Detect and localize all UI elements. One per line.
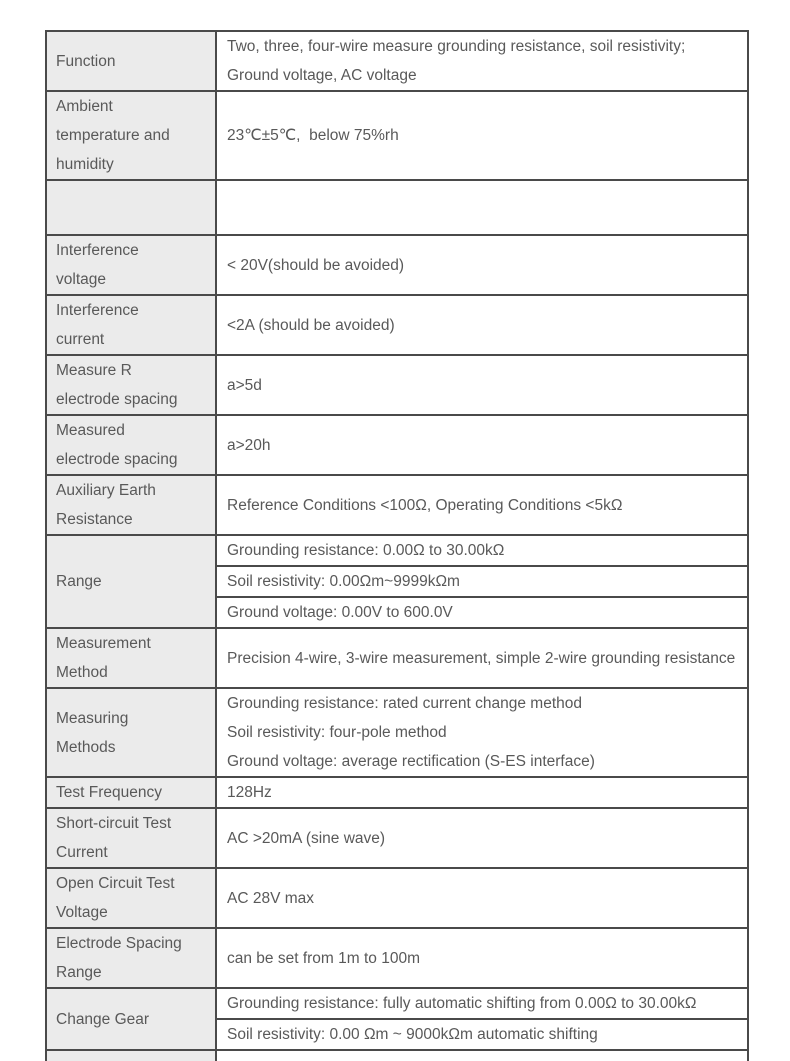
spec-value xyxy=(216,415,748,475)
spec-label-line: Current xyxy=(56,844,108,861)
spec-label-line: Ambient xyxy=(56,98,113,115)
spec-table xyxy=(45,30,749,1061)
spec-row xyxy=(46,688,748,777)
spec-value xyxy=(216,355,748,415)
spec-label xyxy=(46,475,216,535)
spec-row xyxy=(46,295,748,355)
spec-row xyxy=(46,1050,748,1061)
spec-label-line: Open Circuit Test xyxy=(56,875,175,892)
spec-value xyxy=(216,31,748,91)
spec-value xyxy=(216,566,748,597)
spec-label-line: Auxiliary Earth xyxy=(56,482,156,499)
spec-value xyxy=(216,235,748,295)
spec-label-line: Method xyxy=(56,664,108,681)
spec-row xyxy=(46,91,748,180)
spec-value-line: Ground voltage: 0.00V to 600.0V xyxy=(227,604,453,621)
spec-value xyxy=(216,597,748,628)
spec-row xyxy=(46,777,748,808)
spec-label-line: Interference xyxy=(56,302,139,319)
spec-label-line: Measuring xyxy=(56,709,129,727)
spec-value-line: Grounding resistance: 0.00Ω to 30.00kΩ xyxy=(227,542,505,559)
spec-row xyxy=(46,355,748,415)
spec-label-line: Measured xyxy=(56,422,125,439)
spec-row xyxy=(46,31,748,91)
spec-label-line: Resistance xyxy=(56,511,133,528)
spec-label xyxy=(46,355,216,415)
spec-label xyxy=(46,535,216,628)
spec-label-line: Methods xyxy=(56,738,116,756)
spec-value-line: 128Hz xyxy=(227,784,272,801)
spec-value xyxy=(216,777,748,808)
spec-value-line: can be set from 1m to 100m xyxy=(227,949,420,967)
spec-label xyxy=(46,180,216,235)
spec-label-line: voltage xyxy=(56,271,106,288)
spec-label xyxy=(46,91,216,180)
spec-label-line: Interference xyxy=(56,242,139,259)
spec-label xyxy=(46,235,216,295)
spec-value-line: Grounding resistance: rated current change method xyxy=(227,695,582,712)
spec-value-line: Grounding resistance: fully automatic shifting from 0.00Ω to 30.00kΩ xyxy=(227,995,697,1012)
spec-value xyxy=(216,688,748,777)
spec-label xyxy=(46,928,216,988)
spec-value-line: Soil resistivity: 0.00 Ωm ~ 9000kΩm automatic shifting xyxy=(227,1026,598,1043)
spec-value-line: Two, three, four-wire measure grounding resistance, soil resistivity; Ground voltage, AC voltage xyxy=(227,38,690,84)
spec-label xyxy=(46,808,216,868)
spec-value xyxy=(216,988,748,1019)
spec-label xyxy=(46,868,216,928)
spec-label-line: humidity xyxy=(56,156,114,173)
spec-value-line: <2A (should be avoided) xyxy=(227,316,395,334)
spec-label-line: current xyxy=(56,331,105,348)
spec-label-line: Electrode Spacing xyxy=(56,935,182,952)
spec-value xyxy=(216,928,748,988)
spec-value xyxy=(216,628,748,688)
spec-label xyxy=(46,777,216,808)
spec-value-line: AC >20mA (sine wave) xyxy=(227,829,386,847)
spec-value xyxy=(216,295,748,355)
spec-value xyxy=(216,475,748,535)
spec-label-line: Range xyxy=(56,573,102,590)
spec-value-line: AC 28V max xyxy=(227,889,315,907)
spec-value-line: < 20V(should be avoided) xyxy=(227,256,405,274)
spec-value xyxy=(216,1050,748,1061)
spec-value xyxy=(216,91,748,180)
spec-value-line: Soil resistivity: 0.00Ωm~9999kΩm xyxy=(227,573,460,590)
spec-value xyxy=(216,1019,748,1050)
spec-row xyxy=(46,868,748,928)
spec-value xyxy=(216,868,748,928)
spec-label-line: Voltage xyxy=(56,904,108,921)
spec-value-line: Ground voltage: average rectification (S-ES interface) xyxy=(227,753,595,770)
spec-value xyxy=(216,180,748,235)
spec-row xyxy=(46,988,748,1019)
spec-label xyxy=(46,31,216,91)
spec-value-line: Soil resistivity: four-pole method xyxy=(227,724,447,741)
spec-label-line: Short-circuit Test xyxy=(56,815,172,832)
spec-label xyxy=(46,295,216,355)
spec-row xyxy=(46,808,748,868)
spec-row xyxy=(46,180,748,235)
spec-value xyxy=(216,535,748,566)
spec-label-line: electrode spacing xyxy=(56,391,178,408)
spec-table-rows xyxy=(46,31,748,1061)
spec-row xyxy=(46,475,748,535)
spec-label-line: temperature and xyxy=(56,127,170,144)
spec-label xyxy=(46,415,216,475)
spec-value-line: 23℃±5℃, below 75%rh xyxy=(227,127,399,144)
spec-row xyxy=(46,235,748,295)
spec-label-line: Function xyxy=(56,52,116,70)
spec-label-line: electrode spacing xyxy=(56,451,178,468)
spec-label-line: Range xyxy=(56,964,102,981)
spec-label xyxy=(46,988,216,1050)
spec-row xyxy=(46,928,748,988)
spec-label xyxy=(46,1050,216,1061)
spec-value-line: Reference Conditions <100Ω, Operating Conditions <5kΩ xyxy=(227,496,623,514)
spec-row xyxy=(46,628,748,688)
spec-row xyxy=(46,415,748,475)
spec-label-line: Measure R xyxy=(56,362,132,379)
spec-value xyxy=(216,808,748,868)
spec-label xyxy=(46,628,216,688)
spec-label-line: Change Gear xyxy=(56,1010,150,1028)
spec-value-line: a>20h xyxy=(227,436,271,454)
spec-value-line: Precision 4-wire, 3-wire measurement, simple 2-wire grounding resistance xyxy=(227,649,736,667)
spec-row xyxy=(46,535,748,566)
spec-label-line: Test Frequency xyxy=(56,784,162,801)
spec-label-line: Measurement xyxy=(56,635,151,652)
spec-value-line: a>5d xyxy=(227,376,262,394)
spec-label xyxy=(46,688,216,777)
